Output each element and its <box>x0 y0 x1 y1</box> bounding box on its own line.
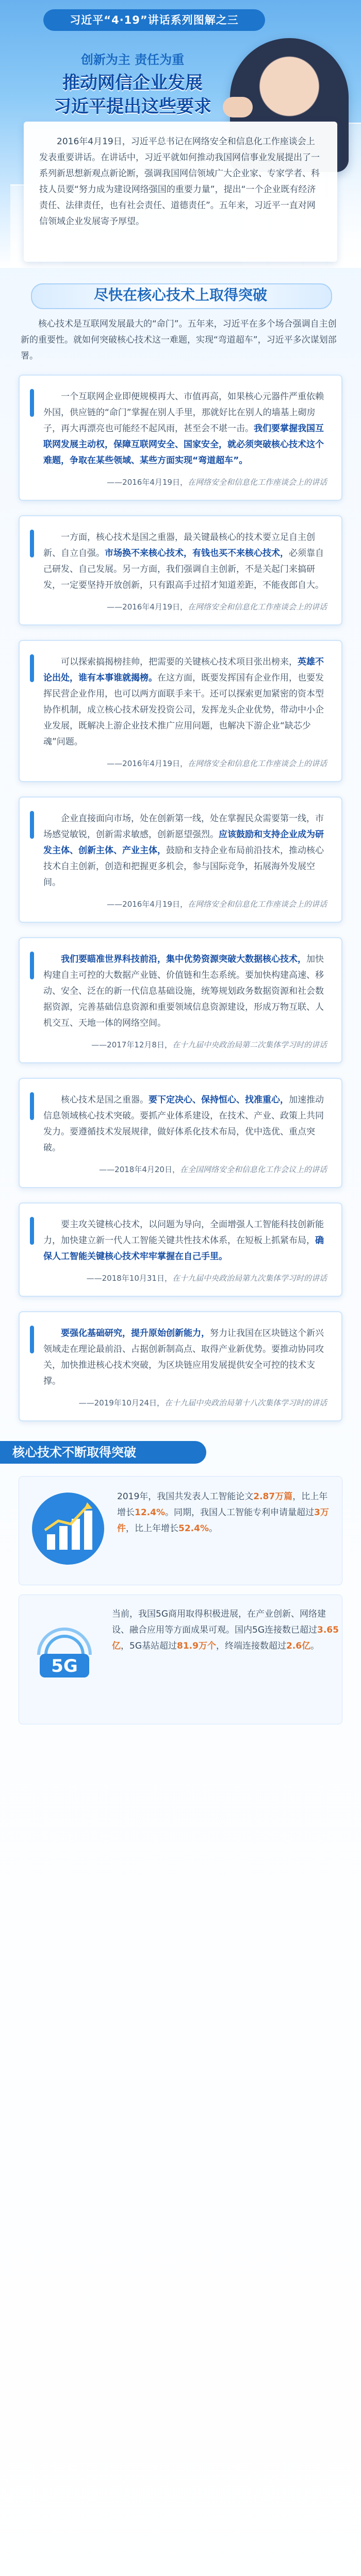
quote-date: ——2016年4月19日， <box>107 478 188 487</box>
quote-accent-bar <box>30 389 34 417</box>
quote-list <box>0 375 361 1421</box>
5g-badge-label: 5G <box>51 1656 78 1676</box>
quote-accent-bar <box>30 952 34 979</box>
quote-highlight: 要下定决心、保持恒心、找准重心， <box>149 1095 289 1105</box>
quote-source <box>43 757 327 770</box>
section1-intro: 核心技术是互联网发展最大的“命门”。五年来，习近平在多个场合强调自主创新的重要性。就如何突破核心技术这一难题，实现“弯道超车”，习近平多次谋划部署。 <box>21 319 337 361</box>
banner-title-line1: 推动网信企业发展 <box>62 73 203 93</box>
series-tag: 习近平“4·19”讲话系列图解之三 <box>43 9 265 31</box>
quote-highlight: 要强化基础研究，提升原始创新能力， <box>61 1328 210 1338</box>
section2-header <box>0 1436 361 1469</box>
quote-part: 一个互联网企业即便规模再大、市值再高，如果核心元器件严重依赖外国，供应链的“命门”掌握在别人手里，那就好比在别人的墙基上砌房子，再大再漂亮也可能经不起风雨，甚至会不堪一击。 <box>43 392 324 434</box>
section1-header <box>0 273 361 316</box>
fiveg-stat-part: ，5G基站超过 <box>121 1641 177 1651</box>
intro-paragraph: 2016年4月19日，习近平总书记在网络安全和信息化工作座谈会上发表重要讲话。在讲话中，习近平就如何推动我国网信事业发展提出了一系列新思想新观点新论断，强调我国网信领域广大企业家、专家学者、科技人员要“努力成为建设网络强国的重要力量”，提出“一个企业既有经济责任、法律责任，也有社会责任、道德责任”。五年来，习近平一直对网信领域企业发展寄予厚望。 <box>39 137 320 227</box>
quote-part: 必须靠自己研发、自己发展。另一方面，我们强调自主创新，不是关起门来搞研发，一定要坚持开放创新，只有跟高手过招才知道差距，不能夜郎自大。 <box>43 548 324 590</box>
quote-card <box>19 375 342 501</box>
fiveg-connections: 3.65亿 <box>112 1625 339 1651</box>
quote-accent-bar <box>30 1217 34 1245</box>
quote-text <box>43 1092 327 1156</box>
ai-paper-growth: 12.4% <box>135 1507 165 1518</box>
quote-card <box>19 937 342 1063</box>
quote-text <box>43 1217 327 1265</box>
quote-source <box>43 1272 327 1284</box>
fiveg-base-stations: 81.9万个 <box>177 1641 216 1651</box>
quote-date: ——2018年4月20日， <box>99 1165 180 1174</box>
quote-text <box>43 389 327 469</box>
quote-highlight: 我们要掌握我国互联网发展主动权，保障互联网安全、国家安全，就必须突破核心技术这个难题，争取在某些领域、某些方面实现“弯道超车”。 <box>43 423 324 466</box>
quote-accent-bar <box>30 1092 34 1120</box>
fiveg-terminals: 2.6亿 <box>286 1641 311 1651</box>
quote-part: 努力让我国在区块链这个新兴领域走在理论最前沿、占据创新制高点、取得产业新优势。要推动协同攻关，加快推进核心技术突破，为区块链应用发展提供安全可控的技术支撑。 <box>43 1328 324 1386</box>
quote-part: 鼓励和支持企业布局前沿技术，推动核心技术自主创新，创造和把握更多机会，参与国际竞争，拓展海外发展空间。 <box>43 845 324 888</box>
quote-accent-bar <box>30 530 34 557</box>
ai-patent-growth: 52.4% <box>178 1523 209 1534</box>
ai-stat-part: ，比上年增长 <box>126 1523 178 1534</box>
quote-event: 在十九届中央政治局第十八次集体学习时的讲话 <box>164 1398 327 1408</box>
quote-source <box>43 601 327 613</box>
quote-text <box>43 530 327 594</box>
section1-title: 尽快在核心技术上取得突破 <box>93 286 267 303</box>
ai-paper-count: 2.87万篇 <box>253 1492 293 1502</box>
quote-accent-bar <box>30 1326 34 1353</box>
banner-title <box>37 71 228 118</box>
quote-event: 在网络安全和信息化工作座谈会上的讲话 <box>187 759 327 768</box>
quote-source <box>43 1039 327 1051</box>
quote-text <box>43 654 327 750</box>
quote-card <box>19 640 342 782</box>
banner-title-line2: 习近平提出这些要求 <box>54 96 211 117</box>
quote-part: 要主攻关键核心技术，以问题为导向，全面增强人工智能科技创新能力，加快建立新一代人工智能关键共性技术体系，在短板上抓紧布局， <box>43 1219 324 1246</box>
quote-event: 在十九届中央政治局第九次集体学习时的讲话 <box>172 1274 327 1283</box>
quote-text <box>43 1326 327 1389</box>
bar-chart-up-icon <box>29 1490 107 1567</box>
quote-accent-bar <box>30 811 34 839</box>
quote-highlight: 应该鼓励和支持企业成为研发主体、创新主体、产业主体， <box>43 829 324 856</box>
quote-card <box>19 796 342 923</box>
quote-highlight: 英雄不论出处，谁有本事谁就揭榜。 <box>43 657 324 683</box>
quote-card <box>19 1078 342 1188</box>
quote-part: 企业直接面向市场，处在创新第一线，处在掌握民众需要第一线，市场感觉敏锐，创新需求敏感，创新愿望强烈。 <box>43 814 324 840</box>
quote-accent-bar <box>30 654 34 682</box>
quote-text <box>43 811 327 891</box>
quote-source <box>43 476 327 488</box>
ai-patent-count: 3万件 <box>117 1507 329 1534</box>
ai-stat-part: 。 <box>208 1523 218 1534</box>
quote-part: 核心技术是国之重器。 <box>61 1095 149 1105</box>
ai-stat-part: ，比上年增长 <box>117 1492 328 1518</box>
quote-date: ——2016年4月19日， <box>107 759 188 768</box>
quote-date: ——2016年4月19日， <box>107 602 188 612</box>
quote-source <box>43 1397 327 1409</box>
ai-stat-part: 。同期，我国人工智能专利申请量超过 <box>165 1507 314 1518</box>
quote-part: 加快构建自主可控的大数据产业链、价值链和生态系统。要加快构建高速、移动、安全、泛在的新一代信息基础设施，统筹规划政务数据资源和社会数据资源，完善基础信息资源和重要领域信息资源建设，形成万物互联、人机交互、天地一体的网络空间。 <box>43 954 324 1028</box>
quote-card <box>19 515 342 625</box>
quote-highlight: 我们要瞄准世界科技前沿，集中优势资源突破大数据核心技术， <box>61 954 306 964</box>
quote-event: 在十九届中央政治局第二次集体学习时的讲话 <box>172 1040 327 1049</box>
quote-part: 加速推动信息领域核心技术突破。要抓产业体系建设，在技术、产业、政策上共同发力。要遵循技术发展规律，做好体系化技术布局，优中选优、重点突破。 <box>43 1095 324 1153</box>
banner-subtitle: 创新为主 责任为重 <box>80 53 185 67</box>
quote-event: 在网络安全和信息化工作座谈会上的讲话 <box>187 478 327 487</box>
quote-card <box>19 1311 342 1421</box>
quote-part: 在这方面，既要发挥国有企业作用，也要发挥民营企业作用，也可以两方面联手来干。还可以探索更加紧密的资本型协作机制，成立核心技术研发投资公司，发挥龙头企业优势，带动中小企业发展，既解决上游企业技术推广应用问题，也解决下游企业“缺芯少魂”问题。 <box>43 673 324 747</box>
quote-source <box>43 898 327 910</box>
quote-source <box>43 1163 327 1176</box>
quote-text <box>43 952 327 1031</box>
ai-stat-card <box>19 1476 342 1585</box>
quote-date: ——2016年4月19日， <box>107 900 188 909</box>
quote-highlight: 市场换不来核心技术，有钱也买不来核心技术， <box>105 548 289 558</box>
quote-event: 在全国网络安全和信息化工作会议上的讲话 <box>179 1165 327 1174</box>
quote-card <box>19 1202 342 1297</box>
section2-title: 核心技术不断取得突破 <box>0 1441 206 1464</box>
5g-signal-icon <box>28 1624 101 1681</box>
quote-part: 可以探索搞揭榜挂帅，把需要的关键核心技术项目张出榜来， <box>61 657 298 667</box>
fiveg-stat-part: ，终端连接数超过 <box>216 1641 286 1651</box>
fiveg-stat-part: 当前，我国5G商用取得积极进展，在产业创新、网络建设、融合应用等方面成果可观。国内5G连接数已超过 <box>112 1609 326 1635</box>
quote-highlight: 确保人工智能关键核心技术牢牢掌握在自己手里。 <box>43 1235 324 1262</box>
ai-stat-text <box>117 1489 334 1537</box>
quote-event: 在网络安全和信息化工作座谈会上的讲话 <box>187 900 327 909</box>
quote-date: ——2018年10月31日， <box>86 1274 172 1283</box>
fiveg-stat-part: 。 <box>310 1641 320 1651</box>
quote-event: 在网络安全和信息化工作座谈会上的讲话 <box>187 602 327 612</box>
quote-date: ——2017年12月8日， <box>91 1040 172 1049</box>
intro-card <box>24 122 337 262</box>
fiveg-stat-card <box>19 1595 342 1724</box>
top-banner <box>0 0 361 268</box>
ai-stat-part: 2019年，我国共发表人工智能论文 <box>117 1492 254 1502</box>
quote-part: 一方面，核心技术是国之重器，最关键最核心的技术要立足自主创新、自立自强。 <box>43 532 315 558</box>
quote-date: ——2019年10月24日， <box>78 1398 165 1408</box>
fiveg-stat-text <box>112 1606 339 1654</box>
